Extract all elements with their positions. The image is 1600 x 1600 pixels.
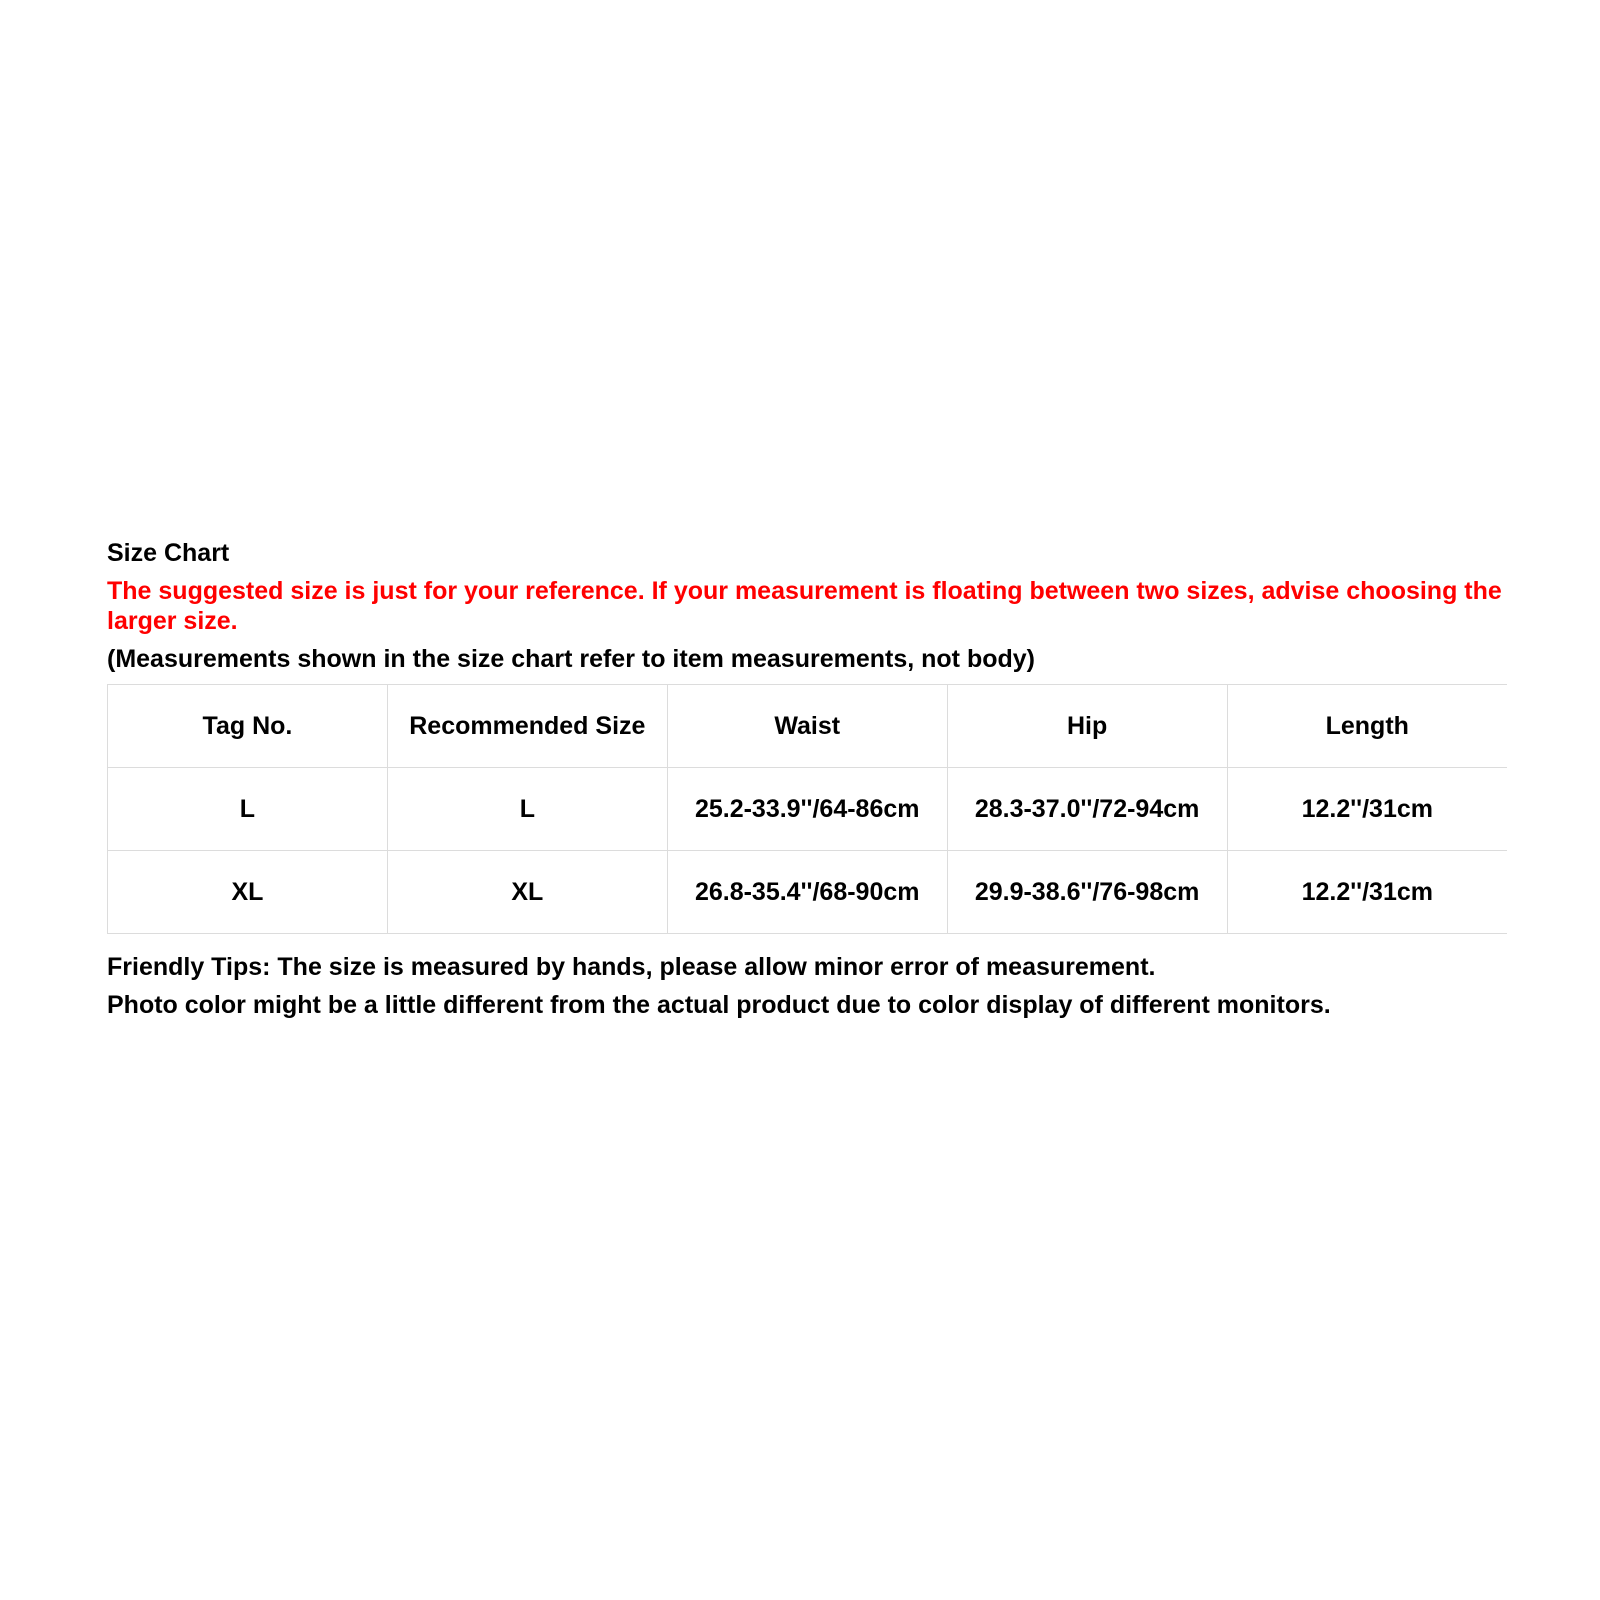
cell-length: 12.2''/31cm <box>1227 851 1507 934</box>
cell-tag-no: L <box>108 768 388 851</box>
cell-length: 12.2''/31cm <box>1227 768 1507 851</box>
size-table <box>107 684 1507 934</box>
cell-waist: 25.2-33.9''/64-86cm <box>667 768 947 851</box>
tip-photo-color: Photo color might be a little different from the actual product due to color display of different monitors. <box>107 991 1331 1019</box>
size-chart-section <box>107 536 1507 1024</box>
table-header-row <box>108 685 1508 768</box>
header-recommended-size: Recommended Size <box>387 685 667 768</box>
friendly-tips <box>107 948 1507 1024</box>
tip-measurement: Friendly Tips: The size is measured by hands, please allow minor error of measurement. <box>107 953 1156 981</box>
size-suggestion-notice: The suggested size is just for your reference. If your measurement is floating between two sizes, advise choosing the larger size. <box>107 577 1502 635</box>
cell-hip: 29.9-38.6''/76-98cm <box>947 851 1227 934</box>
cell-hip: 28.3-37.0''/72-94cm <box>947 768 1227 851</box>
table-row <box>108 851 1508 934</box>
cell-recommended-size: XL <box>387 851 667 934</box>
size-chart-title: Size Chart <box>107 539 230 567</box>
cell-waist: 26.8-35.4''/68-90cm <box>667 851 947 934</box>
header-hip: Hip <box>947 685 1227 768</box>
cell-tag-no: XL <box>108 851 388 934</box>
header-length: Length <box>1227 685 1507 768</box>
cell-recommended-size: L <box>387 768 667 851</box>
header-tag-no: Tag No. <box>108 685 388 768</box>
table-row <box>108 768 1508 851</box>
measurement-note: (Measurements shown in the size chart refer to item measurements, not body) <box>107 645 1035 673</box>
header-waist: Waist <box>667 685 947 768</box>
